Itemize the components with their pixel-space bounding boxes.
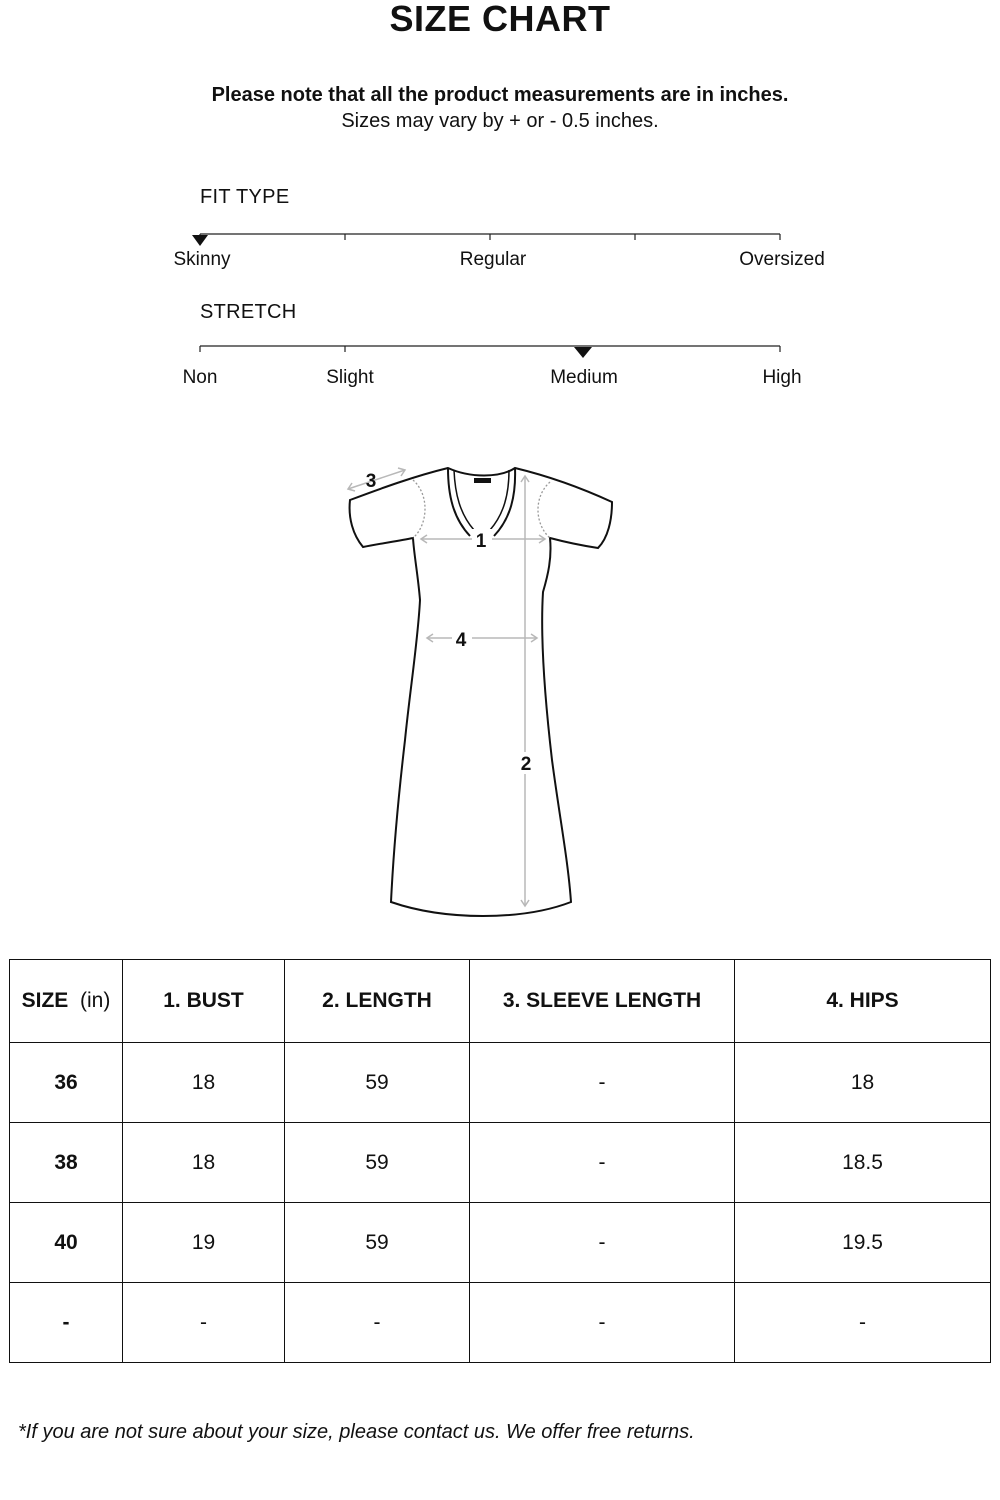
fit-type-scale [200, 234, 780, 240]
cell-sleeve: - [470, 1203, 735, 1283]
stretch-title: STRETCH [200, 301, 297, 323]
cell-size: 38 [10, 1123, 123, 1203]
cell-length: 59 [285, 1203, 470, 1283]
header-sleeve-length: 3. SLEEVE LENGTH [470, 960, 735, 1043]
page-title: SIZE CHART [389, 0, 611, 39]
table-row [10, 1043, 991, 1123]
cell-hips: 19.5 [735, 1203, 991, 1283]
fit-type-indicator-icon [192, 235, 208, 246]
stretch-indicator-icon [574, 347, 592, 358]
marker-1: 1 [475, 531, 487, 552]
cell-size: 40 [10, 1203, 123, 1283]
dress-diagram [348, 468, 612, 916]
fit-type-label-skinny: Skinny [173, 249, 231, 270]
cell-bust: 19 [123, 1203, 285, 1283]
label-tag [474, 478, 491, 483]
cell-bust: - [123, 1283, 285, 1363]
header-length: 2. LENGTH [285, 960, 470, 1043]
cell-size: 36 [10, 1043, 123, 1123]
cell-size: - [10, 1283, 123, 1363]
cell-hips: 18 [735, 1043, 991, 1123]
cell-sleeve: - [470, 1283, 735, 1363]
stretch-label-high: High [762, 367, 802, 388]
footer-note: *If you are not sure about your size, please contact us. We offer free returns. [18, 1421, 695, 1443]
cell-length: - [285, 1283, 470, 1363]
fit-type-label-regular: Regular [459, 249, 527, 270]
fit-type-title: FIT TYPE [200, 186, 290, 208]
cell-sleeve: - [470, 1043, 735, 1123]
measurement-note: Please note that all the product measurements are in inches. [211, 84, 789, 106]
header-hips: 4. HIPS [735, 960, 991, 1043]
stretch-scale [200, 346, 780, 352]
marker-4: 4 [455, 630, 467, 651]
cell-bust: 18 [123, 1043, 285, 1123]
cell-length: 59 [285, 1123, 470, 1203]
marker-3: 3 [365, 471, 377, 492]
stretch-label-slight: Slight [326, 367, 374, 388]
stretch-label-medium: Medium [550, 367, 618, 388]
stretch-label-non: Non [182, 367, 218, 388]
table-row [10, 1203, 991, 1283]
cell-length: 59 [285, 1043, 470, 1123]
header-bust: 1. BUST [123, 960, 285, 1043]
header-size: SIZE (in) [10, 960, 123, 1043]
cell-hips: - [735, 1283, 991, 1363]
size-table [9, 959, 991, 1363]
table-row [10, 1283, 991, 1363]
cell-bust: 18 [123, 1123, 285, 1203]
fit-type-label-oversized: Oversized [739, 249, 825, 270]
table-header-row [10, 960, 991, 1043]
cell-sleeve: - [470, 1123, 735, 1203]
variance-note: Sizes may vary by + or - 0.5 inches. [341, 110, 659, 132]
cell-hips: 18.5 [735, 1123, 991, 1203]
table-row [10, 1123, 991, 1203]
marker-2: 2 [520, 754, 532, 775]
